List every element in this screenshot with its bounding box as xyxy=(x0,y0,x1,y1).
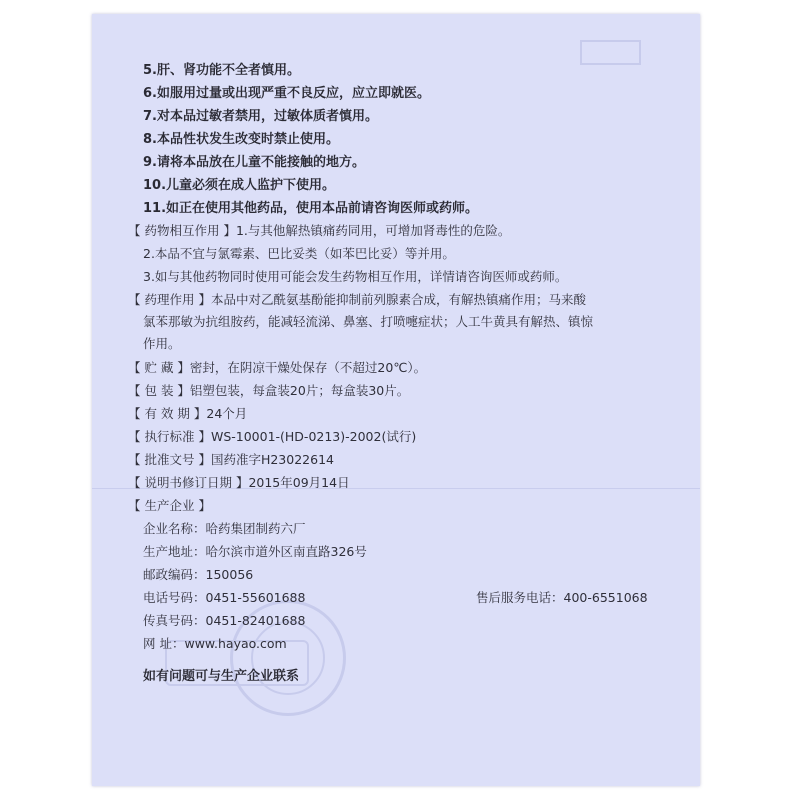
revision-value: 2015年09月14日 xyxy=(248,475,350,490)
pharmacology-line: 作用。 xyxy=(143,336,181,351)
website-row xyxy=(143,635,287,653)
storage-label: 【 贮 藏 】 xyxy=(128,360,190,375)
service-phone-group xyxy=(476,589,648,607)
website-label: 网 址： xyxy=(143,636,185,651)
phone: 0451-55601688 xyxy=(205,590,306,605)
phone-label: 电话号码： xyxy=(143,590,206,605)
pharmacology-line: 氯苯那敏为抗组胺药，能减轻流涕、鼻塞、打喷嚏症状；人工牛黄具有解热、镇惊 xyxy=(143,314,594,329)
warning-item: 10.儿童必须在成人监护下使用。 xyxy=(143,178,336,193)
revision-section xyxy=(128,474,350,492)
postcode-label: 邮政编码： xyxy=(143,567,206,582)
pharmacology-label: 【 药理作用 】 xyxy=(128,292,211,307)
storage-value: 密封，在阴凉干燥处保存（不超过20℃）。 xyxy=(189,360,427,375)
interactions-section xyxy=(128,222,510,240)
validity-value: 24个月 xyxy=(206,406,248,421)
service-phone-label: 售后服务电话： xyxy=(476,590,564,605)
warning-item: 6.如服用过量或出现严重不良反应，应立即就医。 xyxy=(143,86,430,101)
package-section xyxy=(128,382,409,400)
service-phone: 400-6551068 xyxy=(563,590,648,605)
interactions-line: 2.本品不宜与氯霉素、巴比妥类（如苯巴比妥）等并用。 xyxy=(143,246,455,261)
company-address: 哈尔滨市道外区南直路326号 xyxy=(205,544,367,559)
approval-label: 【 批准文号 】 xyxy=(128,452,211,467)
standard-label: 【 执行标准 】 xyxy=(128,429,211,444)
company-name: 哈药集团制药六厂 xyxy=(205,521,306,536)
company-address-label: 生产地址： xyxy=(143,544,206,559)
interactions-line: 3.如与其他药物同时使用可能会发生药物相互作用，详情请咨询医师或药师。 xyxy=(143,269,568,284)
standard-section xyxy=(128,428,416,446)
company-address-row xyxy=(143,543,367,561)
phone-row xyxy=(143,589,648,607)
fax-label: 传真号码： xyxy=(143,613,206,628)
interactions-label: 【 药物相互作用 】 xyxy=(128,223,236,238)
interactions-line: 1.与其他解热镇痛药同用，可增加肾毒性的危险。 xyxy=(235,223,511,238)
pharmacology-section xyxy=(128,291,586,309)
pharmacology-line: 本品中对乙酰氨基酚能抑制前列腺素合成，有解热镇痛作用；马来酸 xyxy=(210,292,586,307)
company-name-label: 企业名称： xyxy=(143,521,206,536)
fax: 0451-82401688 xyxy=(205,613,306,628)
fax-row xyxy=(143,612,305,630)
warning-item: 7.对本品过敏者禁用，过敏体质者慎用。 xyxy=(143,109,378,124)
validity-label: 【 有 效 期 】 xyxy=(128,406,207,421)
contact-footer: 如有问题可与生产企业联系 xyxy=(143,669,300,684)
package-value: 铝塑包装，每盒装20片；每盒装30片。 xyxy=(189,383,410,398)
package-label: 【 包 装 】 xyxy=(128,383,190,398)
approval-section xyxy=(128,451,334,469)
website: www.hayao.com xyxy=(184,636,287,651)
storage-section xyxy=(128,359,426,377)
postcode: 150056 xyxy=(205,567,254,582)
warning-item: 9.请将本品放在儿童不能接触的地方。 xyxy=(143,155,365,170)
approval-value: 国药准字H23022614 xyxy=(210,452,334,467)
warning-item: 11.如正在使用其他药品，使用本品前请咨询医师或药师。 xyxy=(143,201,479,216)
standard-value: WS-10001-(HD-0213)-2002(试行) xyxy=(210,429,417,444)
warning-item: 5.肝、肾功能不全者慎用。 xyxy=(143,63,300,78)
postcode-row xyxy=(143,566,253,584)
revision-label: 【 说明书修订日期 】 xyxy=(128,475,249,490)
validity-section xyxy=(128,405,247,423)
warning-item: 8.本品性状发生改变时禁止使用。 xyxy=(143,132,339,147)
company-name-row xyxy=(143,520,306,538)
manufacturer-label: 【 生产企业 】 xyxy=(128,498,211,513)
